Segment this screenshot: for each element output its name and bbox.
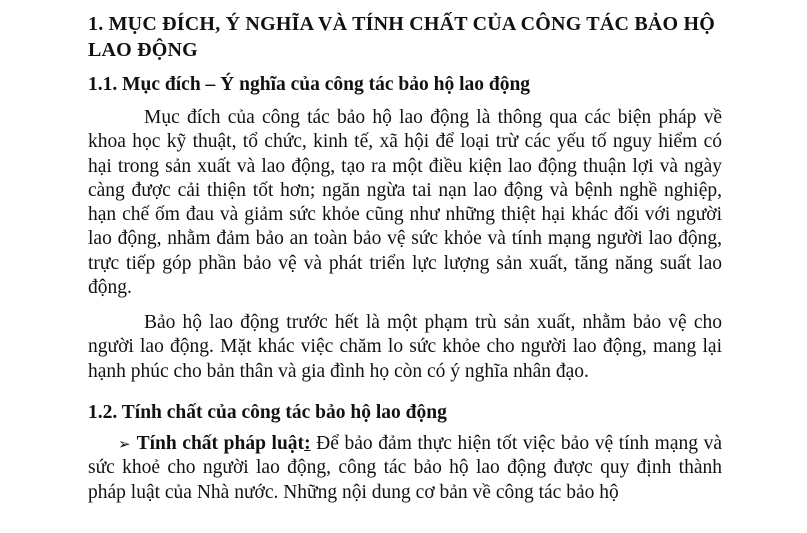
paragraph-purpose: Mục đích của công tác bảo hộ lao động là thông qua các biện pháp về khoa học kỹ thuật, tổ chức, kinh tế, xã hội để loại trừ các yếu tố nguy hiểm có hại trong sản xuất và lao động, tạo ra một điều kiện lao động thuận lợi và ngày càng được cải thiện tốt hơn; ngăn ngừa tai nạn lao động và bệnh nghề nghiệp, hạn chế ốm đau và giảm sức khỏe cũng như những thiệt hại khác đối với người lao động, nhằm đảm bảo an toàn bảo vệ sức khỏe và tính mạng người lao động, trực tiếp góp phần bảo vệ và phát triển lực lượng sản xuất, tăng năng suất lao động. bbox=[88, 107, 722, 299]
paragraph-meaning: Bảo hộ lao động trước hết là một phạm trù sản xuất, nhằm bảo vệ cho người lao động. Mặt khác việc chăm lo sức khỏe cho người lao động, mang lại hạnh phúc cho bản thân và gia đình họ còn có ý nghĩa nhân đạo. bbox=[88, 312, 722, 382]
section-heading-1-2: 1.2. Tính chất của công tác bảo hộ lao động bbox=[88, 402, 447, 423]
bullet-lead-colon: : bbox=[304, 433, 311, 454]
arrow-bullet-icon: ➢ bbox=[118, 435, 131, 453]
section-heading-1: 1. MỤC ĐÍCH, Ý NGHĨA VÀ TÍNH CHẤT CỦA CÔNG TÁC BẢO HỘ LAO ĐỘNG bbox=[88, 13, 715, 61]
bullet-body-text: Để bảo đảm thực hiện tốt việc bảo vệ tính mạng và sức khoẻ cho người lao động, công tác bảo hộ lao động được quy định thành pháp luật của Nhà nước. Những nội dung cơ bản về công tác bảo hộ bbox=[88, 433, 722, 503]
bullet-lead-text: Tính chất pháp luật bbox=[136, 433, 305, 454]
section-heading-1-1: 1.1. Mục đích – Ý nghĩa của công tác bảo hộ lao động bbox=[88, 74, 531, 95]
bullet-legal-nature bbox=[88, 432, 722, 505]
